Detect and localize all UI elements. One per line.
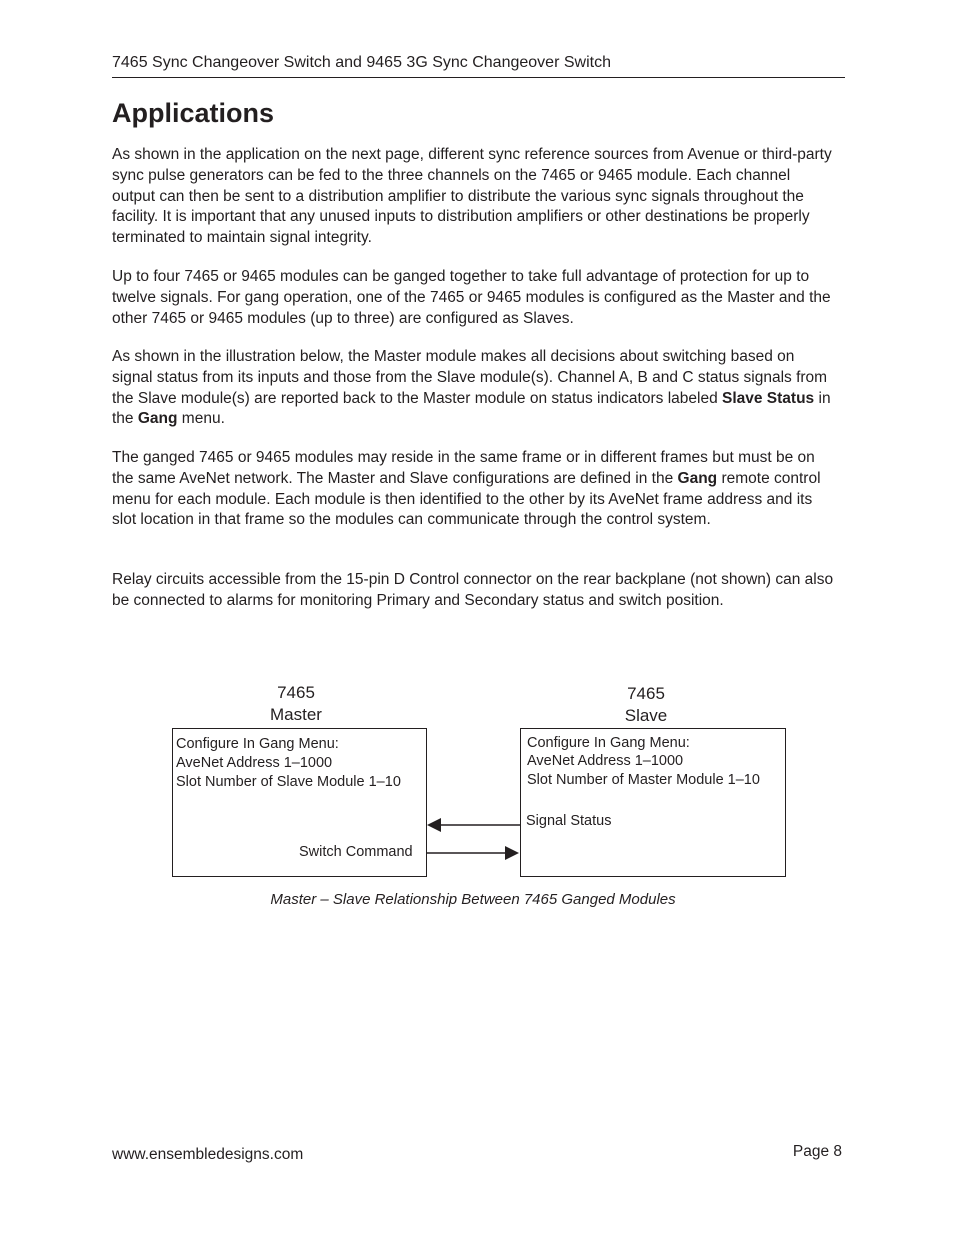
- switch-command-arrow-head: [505, 846, 519, 860]
- slave-config-line-1: Configure In Gang Menu:: [527, 735, 690, 751]
- p3-text-3: menu.: [177, 410, 225, 428]
- p4-bold-gang: Gang: [677, 469, 718, 487]
- p3-bold-slave-status: Slave Status: [722, 389, 815, 407]
- master-role: Master: [270, 705, 322, 724]
- slave-config-line-2: AveNet Address 1–1000: [527, 753, 684, 769]
- figure-caption: Master – Slave Relationship Between 7465 Ganged Modules: [270, 891, 676, 908]
- master-config-line-2: AveNet Address 1–1000: [176, 755, 333, 771]
- master-config-line-3: Slot Number of Slave Module 1–10: [176, 774, 401, 790]
- page-title: Applications: [112, 98, 275, 128]
- page-number: Page 8: [792, 1143, 842, 1160]
- switch-command-label: Switch Command: [299, 844, 413, 860]
- slave-config-line-3: Slot Number of Master Module 1–10: [527, 772, 760, 788]
- paragraph-gang-capacity: Up to four 7465 or 9465 modules can be ganged together to take full advantage of protection for up to twelve signals. For gang operation, one of the 7465 or 9465 modules is configured as the Master and the other 7465 or 9465 modules (up to three) are configured as Slaves.: [112, 268, 831, 327]
- signal-status-arrow-head: [427, 818, 441, 832]
- p3-bold-gang: Gang: [137, 410, 178, 428]
- paragraph-relay-circuits: Relay circuits accessible from the 15-pin D Control connector on the rear backplane (not shown) can also be connected to alarms for monitoring Primary and Secondary status and switch position.: [112, 571, 834, 609]
- paragraph-sync-sources: As shown in the application on the next page, different sync reference sources from Avenue or third-party sync pulse generators can be fed to the three channels on the 7465 or 9465 module. Each channel output can then be sent to a distribution amplifier to distribute the various sync signals throughout the facility. It is important that any unused inputs to distribution amplifiers or other destinations be properly terminated to maintain signal integrity.: [112, 146, 832, 247]
- p3-text-1: As shown in the illustration below, the Master module makes all decisions about switching based on signal status from its inputs and those from the Slave module(s). Channel A, B and C status signals from the Slave module(s) are reported back to the Master module on status indicators labeled: [112, 348, 828, 407]
- footer-website-link[interactable]: www.ensembledesigns.com: [112, 1146, 304, 1163]
- p4-text-2: remote control menu for each module. Each module is then identified to the other by its AveNet frame address and its slot location in that frame so the modules can communicate through the control system.: [112, 469, 821, 529]
- slave-role: Slave: [624, 706, 668, 725]
- master-model: 7465: [277, 683, 315, 702]
- slave-model: 7465: [627, 684, 665, 703]
- running-header: 7465 Sync Changeover Switch and 9465 3G Sync Changeover Switch: [112, 53, 845, 78]
- p3-text-2: in the: [112, 389, 831, 428]
- p4-text-1: The ganged 7465 or 9465 modules may reside in the same frame or in different frames but must be on the same AveNet network. The Master and Slave configurations are defined in the: [112, 449, 815, 487]
- signal-status-label: Signal Status: [526, 813, 612, 829]
- master-config-line-1: Configure In Gang Menu:: [176, 736, 339, 752]
